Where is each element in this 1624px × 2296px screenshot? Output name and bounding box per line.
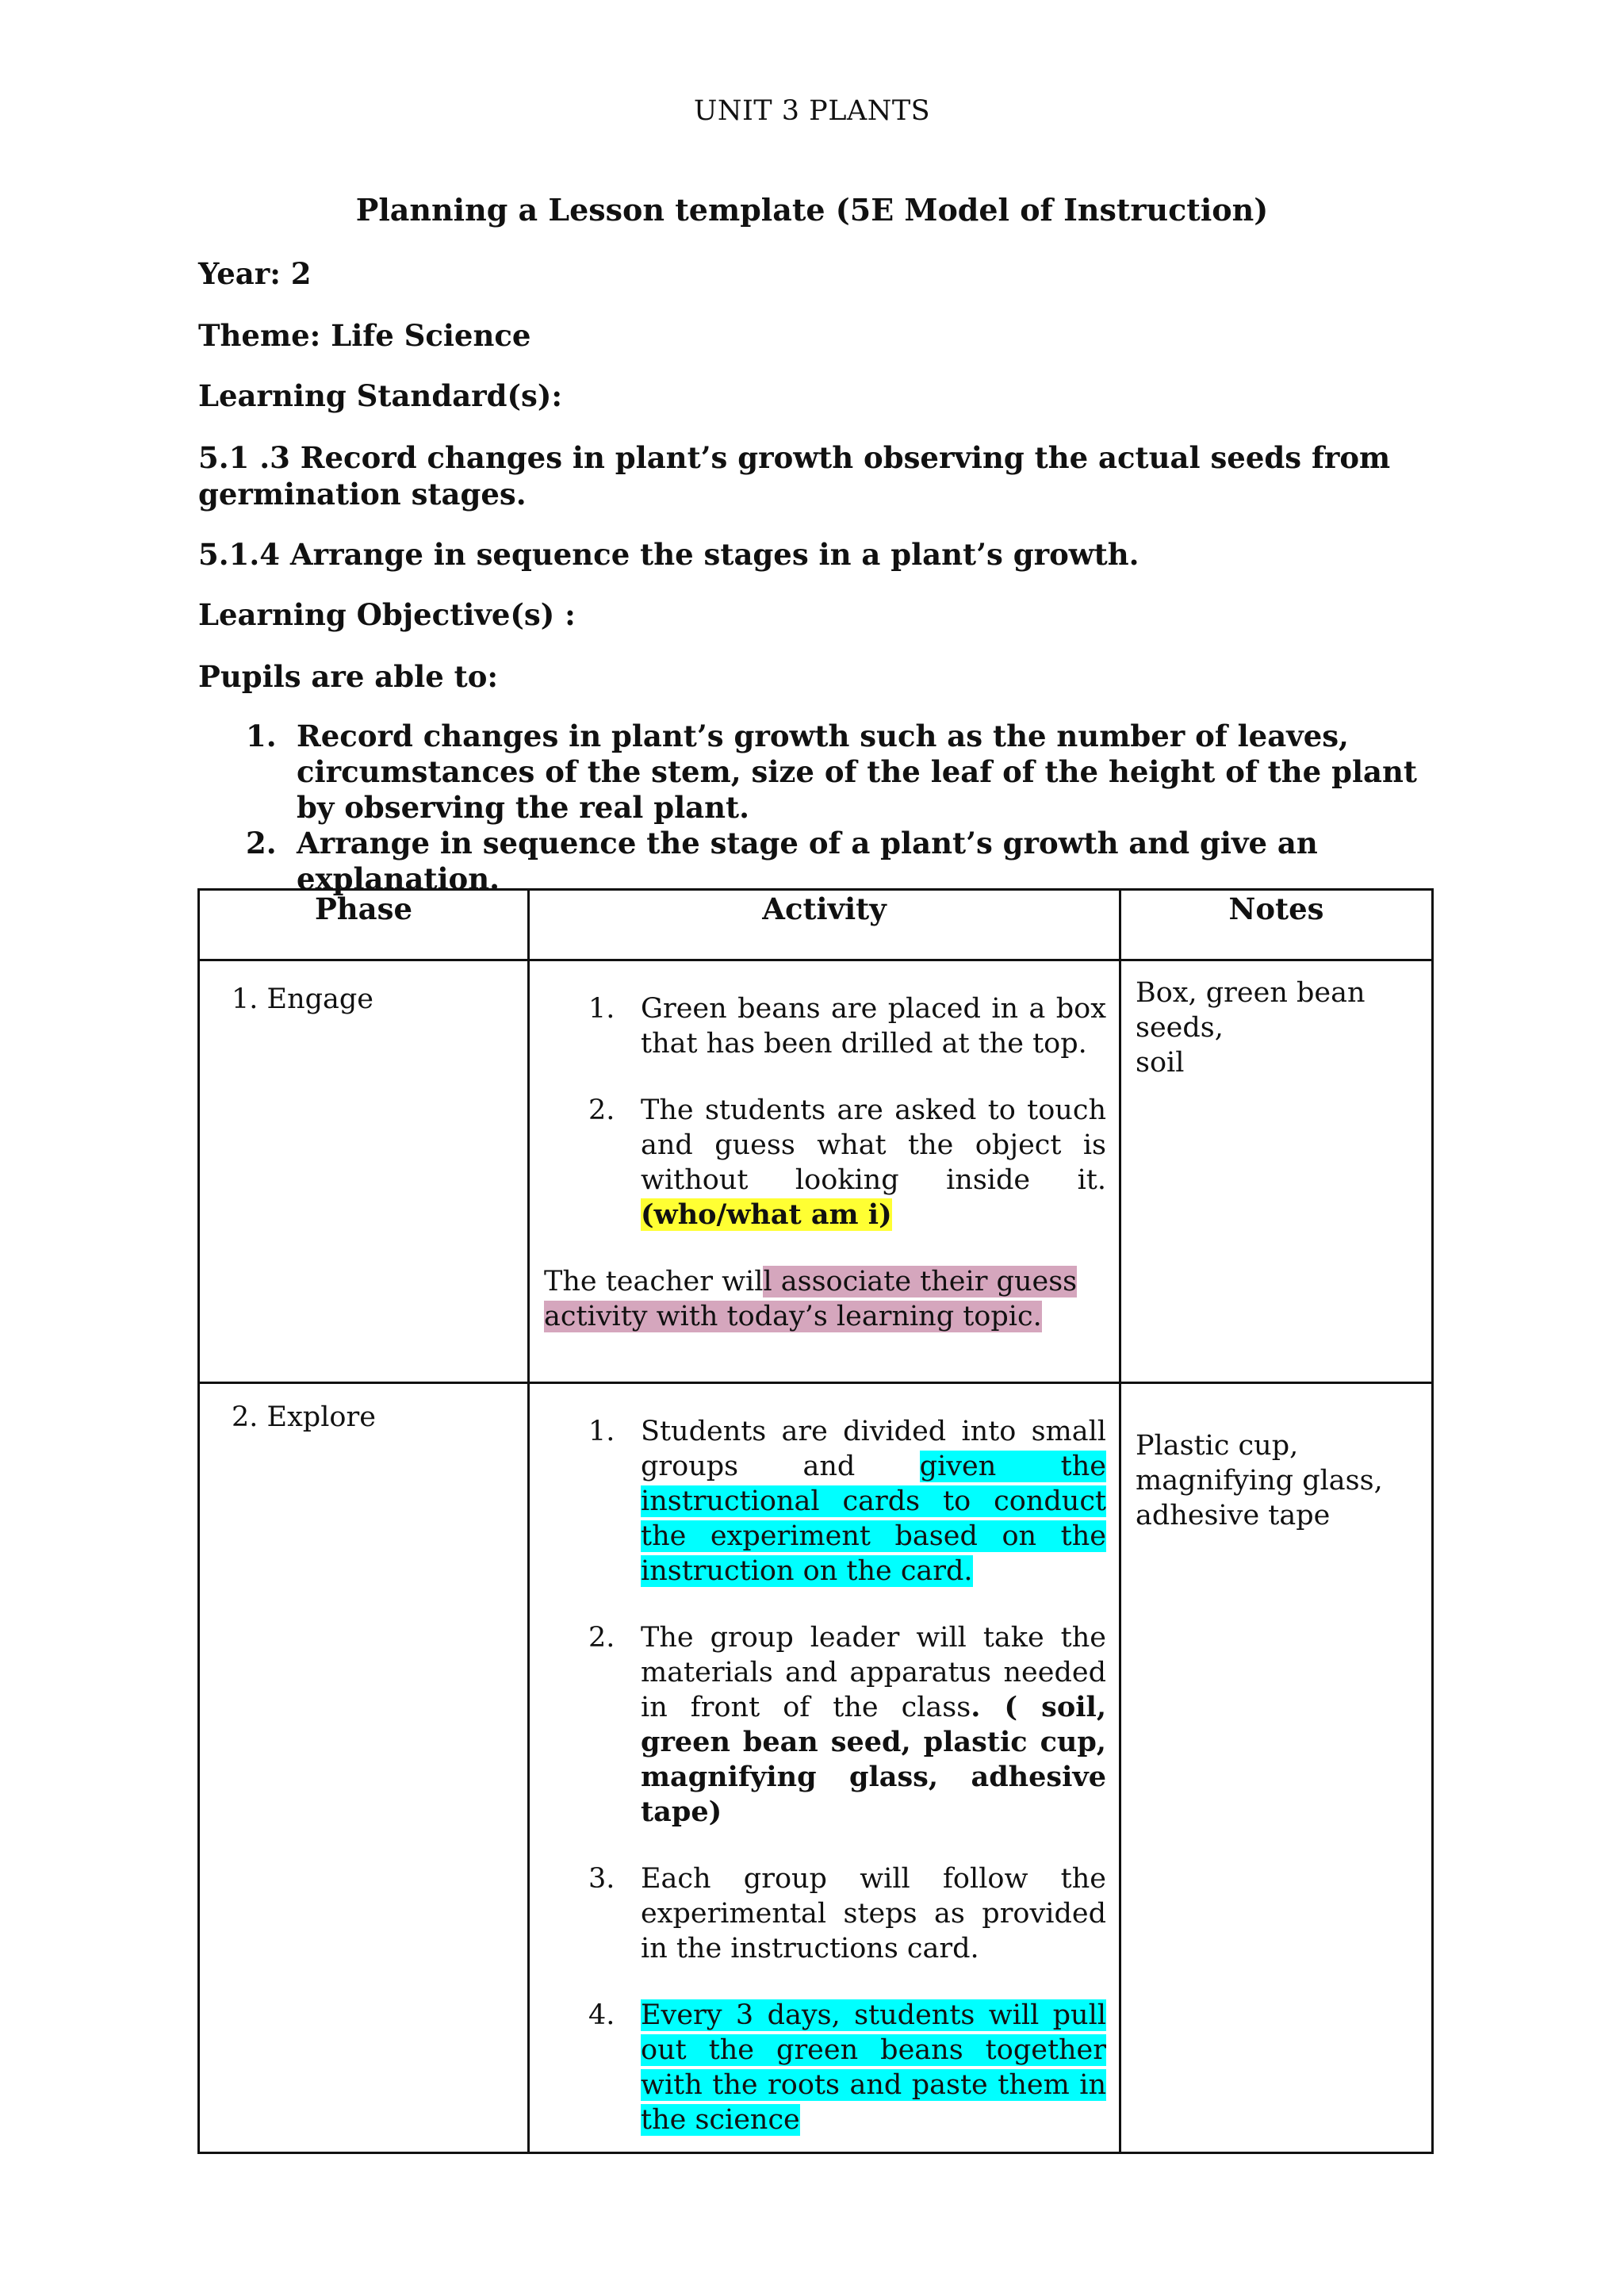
list-item xyxy=(544,991,1106,1061)
item-number: 2. xyxy=(588,1622,615,1654)
phase-header: Phase xyxy=(199,890,529,960)
list-item xyxy=(544,1998,1106,2137)
phase-cell-engage: 1. Engage xyxy=(199,960,529,1383)
highlighted-phrase: (who/what am i) xyxy=(641,1198,892,1231)
year-label: Year: 2 xyxy=(198,256,312,291)
activity-cell-engage xyxy=(529,960,1120,1383)
lesson-plan-table xyxy=(197,888,1434,2154)
materials-list: . ( soil, green bean seed, plastic cup, magnifying glass, adhesive tape) xyxy=(641,1691,1106,1828)
item-number: 4. xyxy=(588,1999,615,2031)
notes-cell-engage xyxy=(1120,960,1433,1383)
item-text: The students are asked to touch and guess what the object is without looking inside it. xyxy=(641,1094,1106,1196)
highlighted-phrase: given the instructional cards to conduct the experiment based on the instruction on the card. xyxy=(641,1451,1106,1587)
learning-standards-label: Learning Standard(s): xyxy=(198,378,563,413)
item-text: Each group will follow the experimental steps as provided in the instructions card. xyxy=(641,1863,1106,1964)
item-text: Green beans are placed in a box that has been drilled at the top. xyxy=(641,993,1106,1060)
lesson-template-title: Planning a Lesson template (5E Model of Instruction) xyxy=(355,192,1269,228)
objective-text: Arrange in sequence the stage of a plant’s growth and give an explanation. xyxy=(297,826,1318,896)
notes-text: Box, green bean seeds, soil xyxy=(1136,977,1365,1079)
objective-number: 2. xyxy=(246,826,277,861)
notes-header: Notes xyxy=(1120,890,1433,960)
theme-label: Theme: Life Science xyxy=(198,318,531,353)
objective-item xyxy=(246,719,1435,826)
learning-objectives-label: Learning Objective(s) : xyxy=(198,597,576,632)
learning-standard-1: 5.1 .3 Record changes in plant’s growth observing the actual seeds from germination stages. xyxy=(198,440,1391,512)
learning-standard-2: 5.1.4 Arrange in sequence the stages in a plant’s growth. xyxy=(198,537,1139,572)
table-header-row xyxy=(199,890,1433,960)
list-item xyxy=(544,1861,1106,1966)
item-number: 1. xyxy=(588,1416,615,1447)
teacher-note xyxy=(544,1264,1106,1334)
teacher-note-text: The teacher wil xyxy=(544,1266,764,1297)
item-number: 2. xyxy=(588,1094,615,1126)
notes-text: Plastic cup, magnifying glass, adhesive tape xyxy=(1136,1430,1383,1531)
unit-title: UNIT 3 PLANTS xyxy=(693,95,931,127)
item-text: The group leader will take the materials and apparatus needed in front of the class xyxy=(641,1622,1106,1723)
list-item xyxy=(544,1620,1106,1830)
objective-item xyxy=(246,826,1435,897)
table-row xyxy=(199,1383,1433,2153)
objectives-list xyxy=(246,719,1435,897)
objective-number: 1. xyxy=(246,719,277,753)
table-row xyxy=(199,960,1433,1383)
item-number: 3. xyxy=(588,1863,615,1895)
phase-cell-explore: 2. Explore xyxy=(199,1383,529,2153)
pupils-label: Pupils are able to: xyxy=(198,659,499,694)
highlighted-phrase: Every 3 days, students will pull out the green beans together with the roots and paste them in the science xyxy=(641,1999,1106,2136)
item-text: Students are divided into small groups and xyxy=(641,1416,1106,1482)
activity-header: Activity xyxy=(529,890,1120,960)
item-number: 1. xyxy=(588,993,615,1025)
list-item xyxy=(544,1414,1106,1589)
list-item xyxy=(544,1093,1106,1232)
objective-text: Record changes in plant’s growth such as the number of leaves, circumstances of the stem, size of the leaf of the height of the plant by observing the real plant. xyxy=(297,719,1417,825)
activity-cell-explore xyxy=(529,1383,1120,2153)
notes-cell-explore xyxy=(1120,1383,1433,2153)
highlighted-phrase: l associate their guess activity with today’s learning topic. xyxy=(544,1266,1078,1332)
